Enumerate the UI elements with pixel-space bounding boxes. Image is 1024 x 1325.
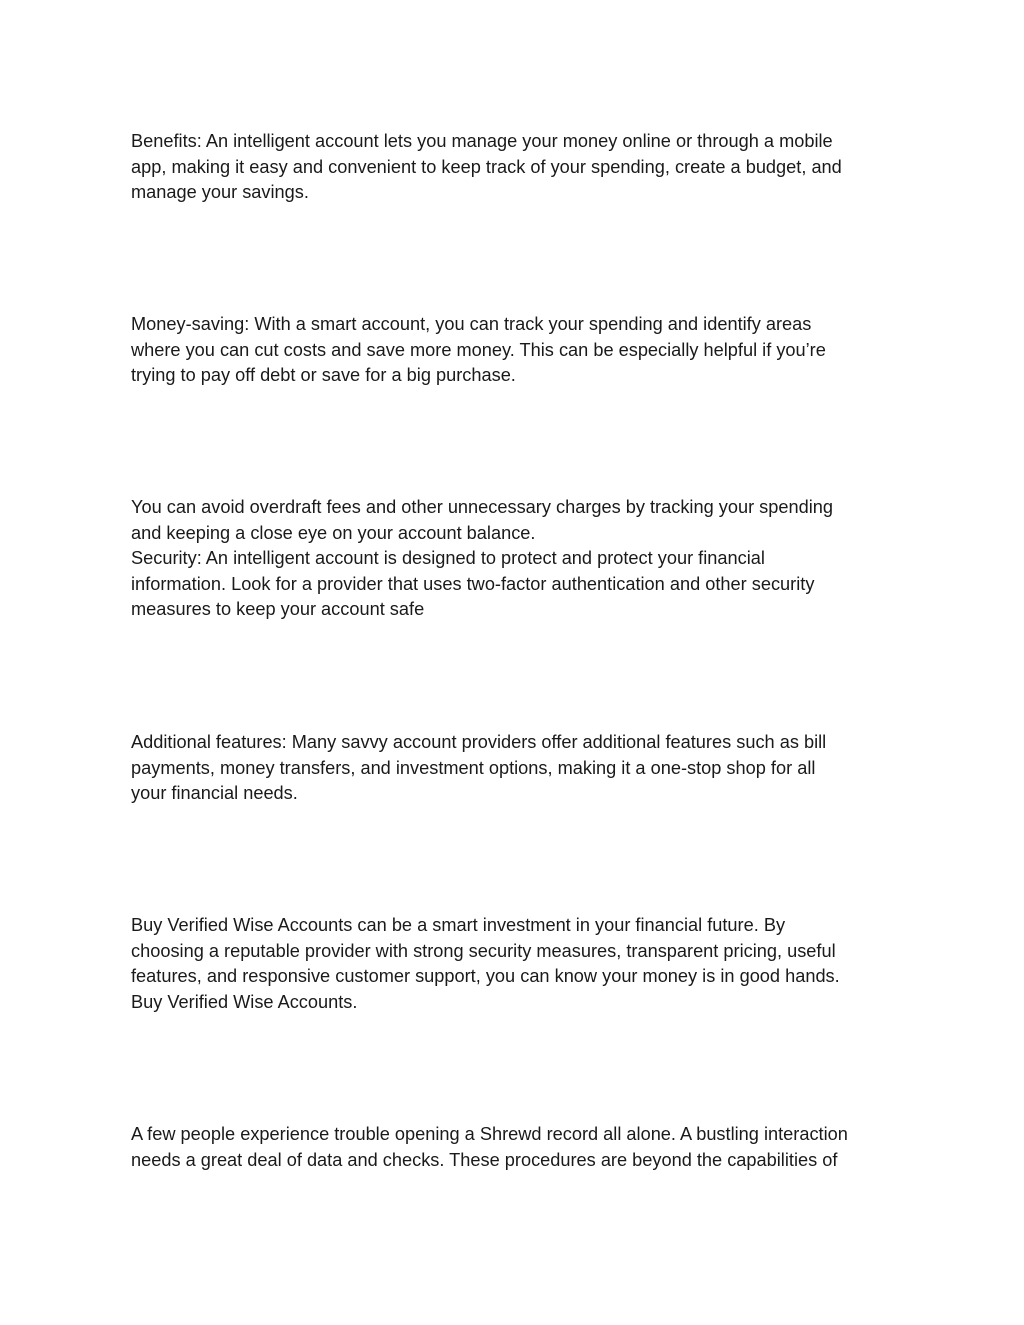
text-line: trying to pay off debt or save for a big purchase. — [131, 365, 516, 385]
paragraph-money-saving — [131, 312, 901, 389]
paragraph-benefits — [131, 129, 901, 206]
text-line: manage your savings. — [131, 182, 309, 202]
text-line: Benefits: An intelligent account lets you manage your money online or through a mobile — [131, 131, 833, 151]
text-line: where you can cut costs and save more money. This can be especially helpful if you’re — [131, 339, 826, 360]
paragraph-buy-verified — [131, 913, 901, 1015]
text-line: information. Look for a provider that uses two-factor authentication and other security — [131, 573, 815, 594]
text-line: app, making it easy and convenient to keep track of your spending, create a budget, and — [131, 156, 842, 177]
text-line: Buy Verified Wise Accounts. — [131, 991, 358, 1012]
text-line: choosing a reputable provider with strong security measures, transparent pricing, useful — [131, 940, 836, 961]
text-line: Money-saving: With a smart account, you can track your spending and identify areas — [131, 314, 812, 334]
text-line: features, and responsive customer support, you can know your money is in good hands. — [131, 966, 840, 986]
text-line: Buy Verified Wise Accounts can be a smart investment in your financial future. By — [131, 915, 786, 935]
text-line: Security: An intelligent account is designed to protect and protect your financial — [131, 548, 765, 568]
text-line: needs a great deal of data and checks. These procedures are beyond the capabilities of — [131, 1149, 838, 1170]
text-line: measures to keep your account safe — [131, 599, 425, 619]
paragraph-additional-features — [131, 730, 901, 807]
text-line: A few people experience trouble opening a Shrewd record all alone. A bustling interaction — [131, 1124, 848, 1144]
text-line: and keeping a close eye on your account balance. — [131, 522, 536, 543]
paragraph-security — [131, 495, 901, 623]
text-line: You can avoid overdraft fees and other unnecessary charges by tracking your spending — [131, 497, 834, 517]
text-line: your financial needs. — [131, 783, 298, 803]
text-line: Additional features: Many savvy account providers offer additional features such as bill — [131, 732, 827, 752]
paragraph-shrewd-record — [131, 1122, 901, 1173]
text-line: payments, money transfers, and investment options, making it a one-stop shop for all — [131, 757, 816, 778]
